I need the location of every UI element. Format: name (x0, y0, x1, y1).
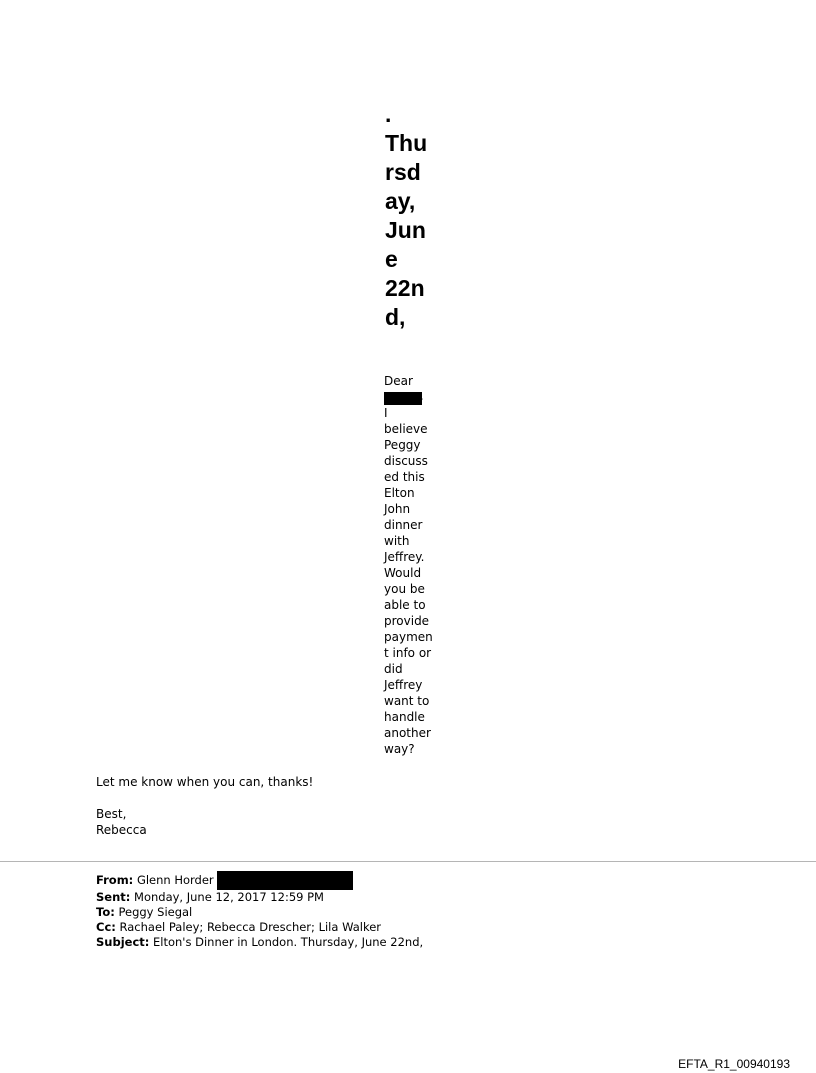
body-line: paymen (384, 630, 433, 644)
body-line: way? (384, 742, 415, 756)
heading-line: Jun (385, 217, 426, 243)
body-line: Elton (384, 486, 415, 500)
body-line: handle (384, 710, 425, 724)
from-row (96, 871, 423, 890)
body-line: ed this (384, 470, 425, 484)
message-body-column (384, 373, 434, 757)
body-line: Jeffrey (384, 678, 423, 692)
cc-label: Cc: (96, 920, 116, 934)
to-label: To: (96, 905, 115, 919)
subject-row (96, 935, 423, 950)
body-line: another (384, 726, 431, 740)
sent-label: Sent: (96, 890, 131, 904)
redaction-block (384, 392, 422, 405)
redacted-name-line (384, 389, 434, 405)
heading-line: d, (385, 304, 406, 330)
heading-line: Thu (385, 130, 428, 156)
sent-value: Monday, June 12, 2017 12:59 PM (134, 890, 324, 904)
cc-value: Rachael Paley; Rebecca Drescher; Lila Walker (119, 920, 382, 934)
signoff: Best, (96, 807, 127, 821)
heading-line: rsd (385, 159, 421, 185)
subject-value: Elton's Dinner in London. Thursday, June 22nd, (153, 935, 424, 949)
body-line: want to (384, 694, 430, 708)
body-line: provide (384, 614, 430, 628)
body-line: I (384, 406, 388, 420)
body-line: able to (384, 598, 426, 612)
from-label: From: (96, 873, 134, 887)
body-line: John (384, 502, 411, 516)
cc-row (96, 920, 423, 935)
subject-heading-fragment (385, 100, 437, 332)
redaction-tail: , (420, 390, 424, 403)
body-line: Peggy (384, 438, 421, 452)
greeting: Dear (384, 374, 413, 388)
redaction-block (217, 871, 353, 890)
quoted-message-header (96, 871, 423, 950)
body-line: did (384, 662, 403, 676)
body-line: Would (384, 566, 422, 580)
body-line: discuss (384, 454, 428, 468)
subject-label: Subject: (96, 935, 150, 949)
heading-line: . (385, 101, 392, 127)
heading-line: ay, (385, 188, 416, 214)
heading-line: e (385, 246, 398, 272)
to-row (96, 905, 423, 920)
body-line: Jeffrey. (384, 550, 425, 564)
heading-line: 22n (385, 275, 425, 301)
sent-row (96, 890, 423, 905)
document-id: EFTA_R1_00940193 (678, 1057, 790, 1071)
body-line: believe (384, 422, 428, 436)
body-line: dinner (384, 518, 423, 532)
body-line: you be (384, 582, 425, 596)
separator-rule (0, 861, 816, 862)
body-line: with (384, 534, 410, 548)
from-value: Glenn Horder (136, 873, 214, 887)
closing-line: Let me know when you can, thanks! (96, 775, 314, 789)
signature: Rebecca (96, 823, 147, 837)
body-line: t info or (384, 646, 432, 660)
to-value: Peggy Siegal (118, 905, 193, 919)
